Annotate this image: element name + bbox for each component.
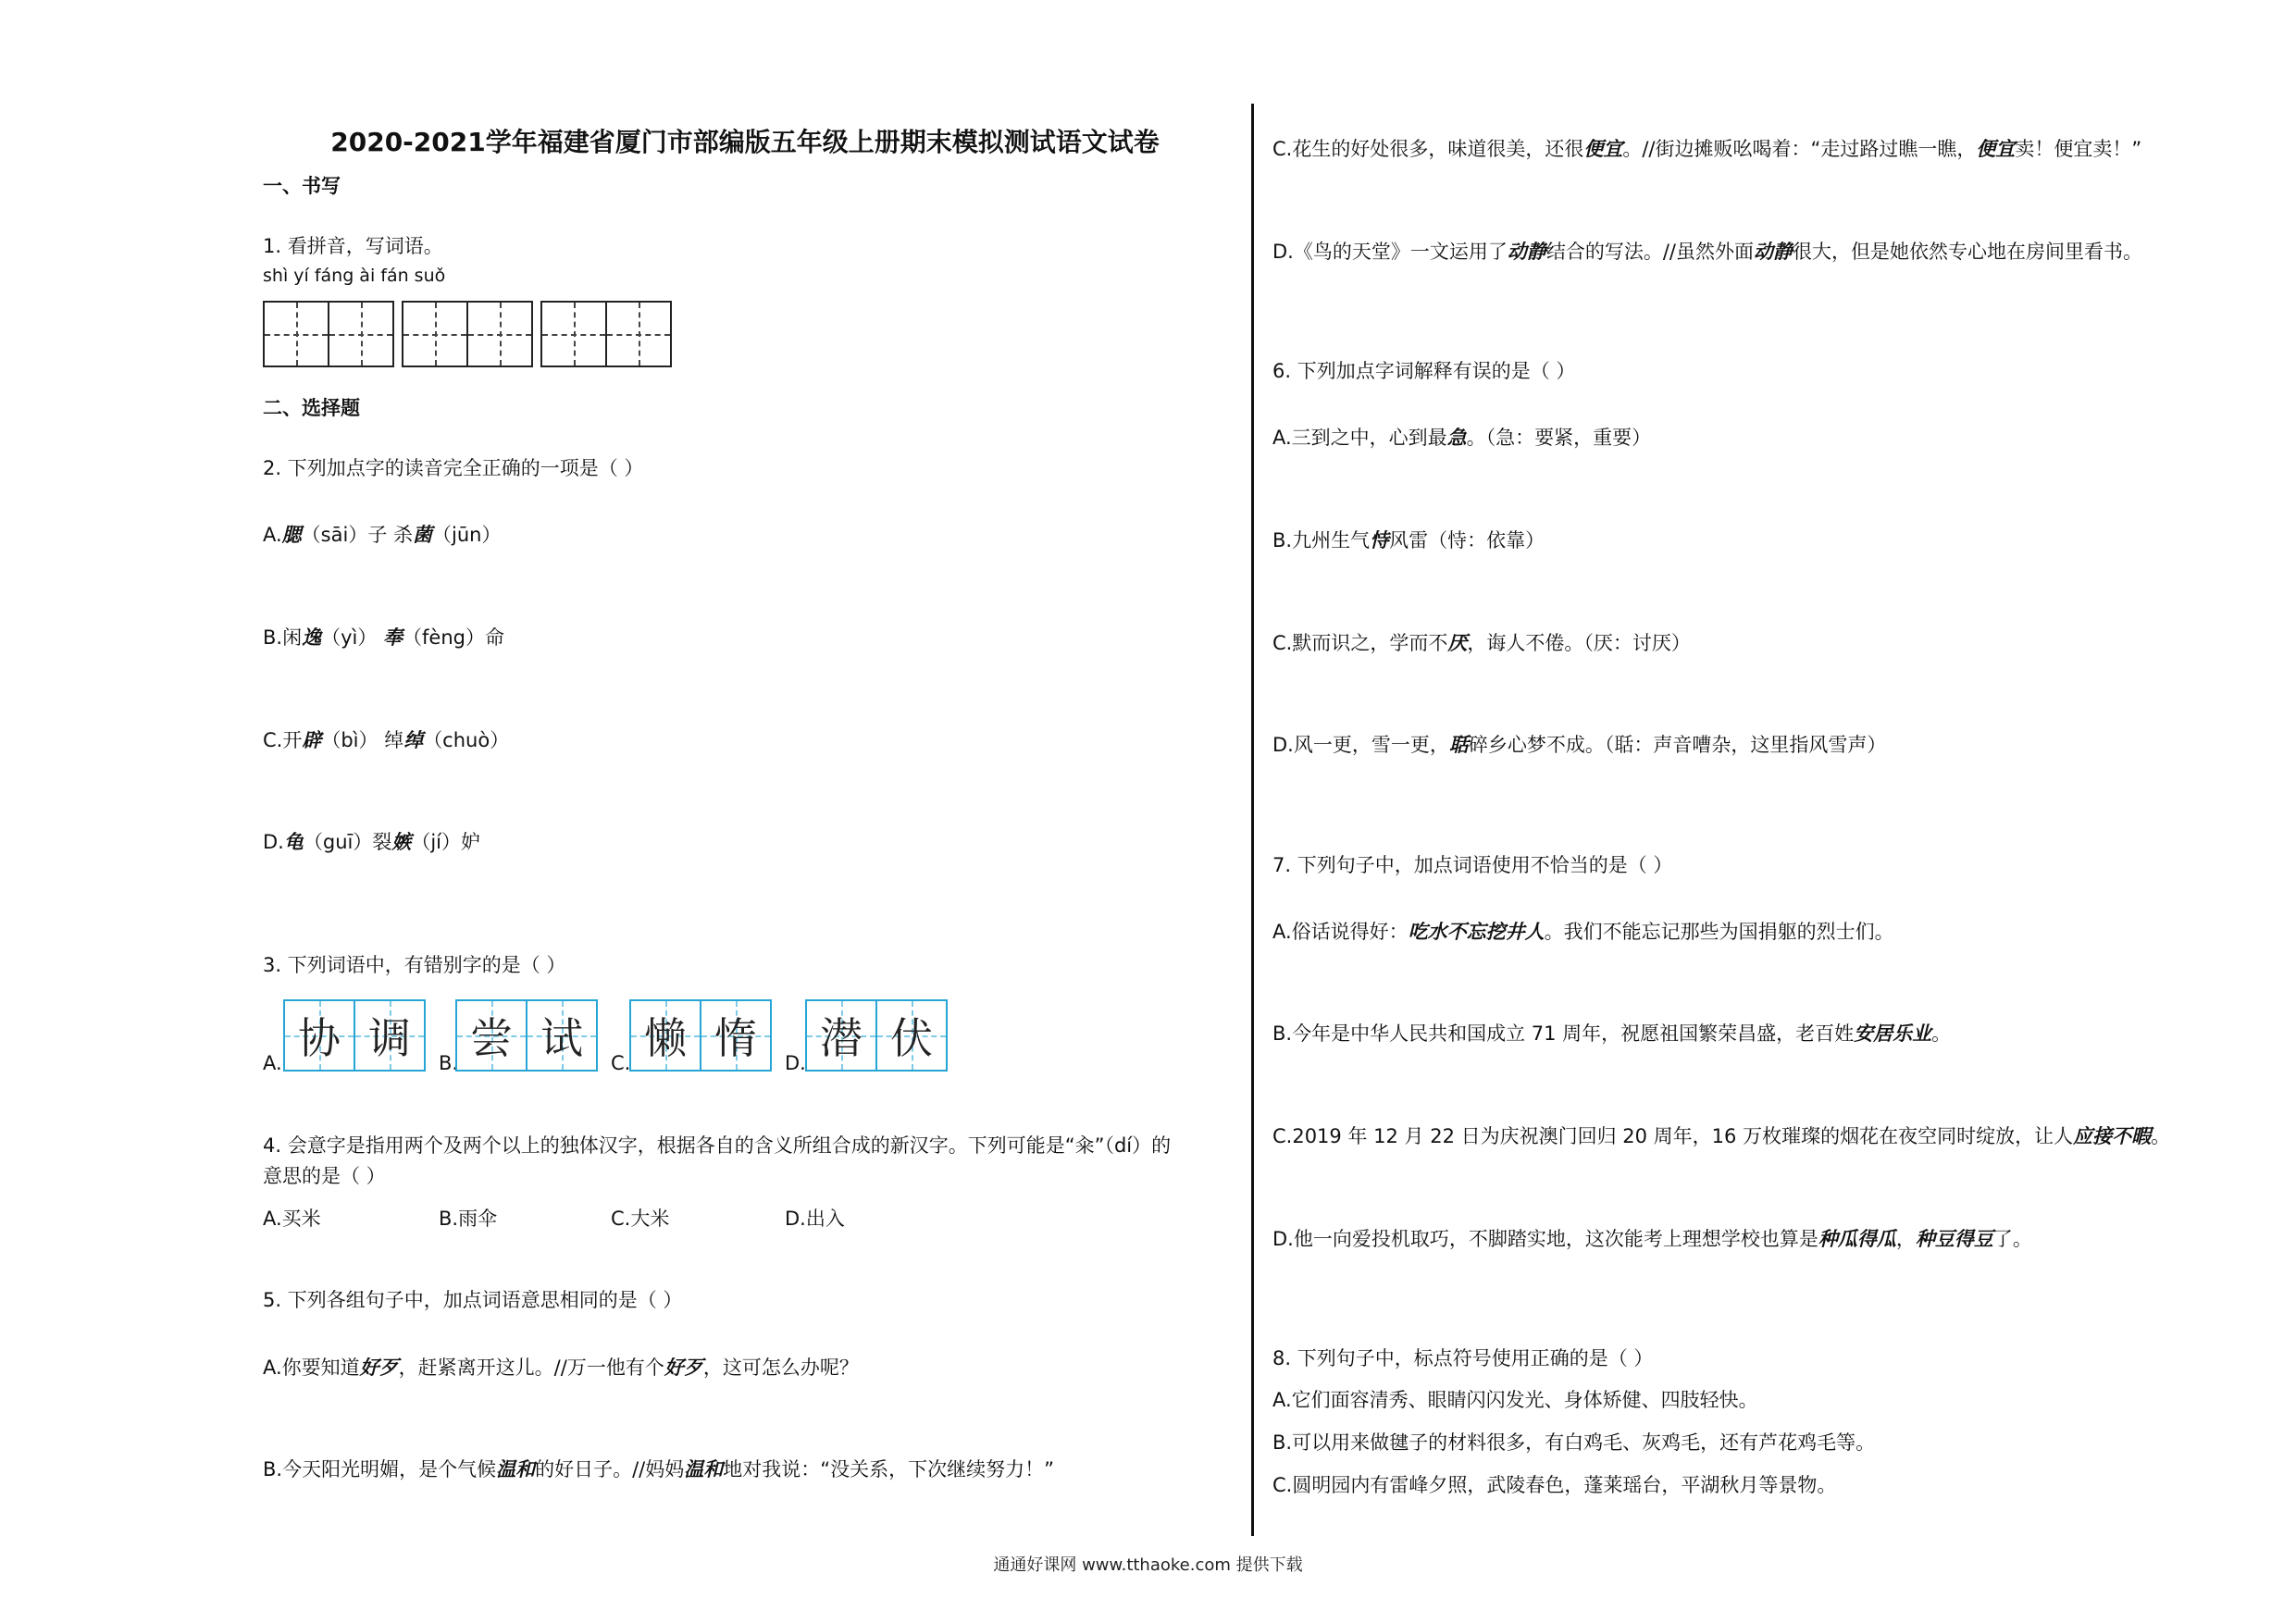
q5-b-dotted-word-1: 温和 bbox=[496, 1457, 536, 1481]
q7-d-dotted-phrase-1: 种瓜得瓜 bbox=[1818, 1227, 1896, 1250]
q6-b-text-1: B.九州生气 bbox=[1272, 529, 1371, 551]
q2-a-dotted-char-2: 菌 bbox=[413, 523, 432, 546]
q2-b-dotted-char-2: 奉 bbox=[383, 626, 403, 649]
q2-b-pinyin-1: （yì） bbox=[321, 626, 384, 649]
grid-cell[interactable] bbox=[402, 301, 468, 367]
q5-c-text-2: 。//街边摊贩吆喝着：“走过路过瞧一瞧， bbox=[1622, 138, 1977, 160]
q3-b-char-1: 尝 bbox=[470, 1013, 513, 1063]
q6-c-text-1: C.默而识之，学而不 bbox=[1272, 632, 1448, 654]
writing-grid-3[interactable] bbox=[540, 301, 670, 367]
q7-option-c[interactable] bbox=[1272, 1124, 2170, 1148]
q7-d-text-3: 了。 bbox=[1992, 1228, 2032, 1250]
q7-b-dotted-phrase: 安居乐业 bbox=[1854, 1022, 1932, 1045]
q3-label-c[interactable]: C. bbox=[611, 1052, 631, 1074]
q5-a-dotted-word-1: 好歹 bbox=[359, 1356, 399, 1379]
q5-option-a[interactable] bbox=[263, 1356, 859, 1380]
q6-option-b[interactable] bbox=[1272, 528, 1545, 552]
q5-a-text-1: A.你要知道 bbox=[263, 1357, 360, 1379]
q8-stem: 8. 下列句子中，标点符号使用正确的是（ ） bbox=[1272, 1347, 1654, 1369]
writing-grid-1[interactable] bbox=[263, 301, 392, 367]
q5-option-c[interactable] bbox=[1272, 137, 2141, 161]
q4-stem-line-2: 意思的是（ ） bbox=[263, 1165, 386, 1187]
q2-d-prefix: D. bbox=[263, 831, 284, 853]
q5-stem: 5. 下列各组句子中，加点词语意思相同的是（ ） bbox=[263, 1289, 683, 1311]
q5-c-text-1: C.花生的好处很多，味道很美，还很 bbox=[1272, 138, 1584, 160]
q3-c-char-2: 惰 bbox=[714, 1013, 757, 1063]
q7-option-a[interactable] bbox=[1272, 920, 1894, 944]
grid-cell[interactable] bbox=[263, 301, 329, 367]
q3-label-d[interactable]: D. bbox=[785, 1052, 806, 1074]
q7-stem: 7. 下列句子中，加点词语使用不恰当的是（ ） bbox=[1272, 854, 1673, 876]
q7-c-dotted-phrase: 应接不暇 bbox=[2073, 1124, 2152, 1147]
q2-a-dotted-char-1: 腮 bbox=[281, 523, 302, 546]
q3-label-b[interactable]: B. bbox=[439, 1052, 459, 1074]
q5-d-dotted-word-1: 动静 bbox=[1507, 240, 1546, 263]
q2-option-a[interactable] bbox=[263, 523, 501, 547]
column-divider bbox=[1251, 104, 1254, 1536]
q6-c-text-2: ，诲人不倦。（厌：讨厌） bbox=[1467, 632, 1691, 654]
q3-word-d[interactable] bbox=[805, 999, 948, 1072]
q1-stem: 1. 看拼音，写词语。 bbox=[263, 235, 443, 257]
q5-option-b[interactable] bbox=[263, 1457, 1054, 1481]
q7-a-dotted-phrase: 吃水不忘挖井人 bbox=[1408, 920, 1545, 943]
q5-b-text-1: B.今天阳光明媚，是个气候 bbox=[263, 1458, 497, 1481]
q5-d-text-3: 很大，但是她依然专心地在房间里看书。 bbox=[1793, 241, 2143, 263]
q2-a-pinyin-2: （jūn） bbox=[432, 524, 502, 546]
q7-b-text-1: B.今年是中华人民共和国成立 71 周年，祝愿祖国繁荣昌盛，老百姓 bbox=[1272, 1022, 1855, 1045]
q7-c-text-1: C.2019 年 12 月 22 日为庆祝澳门回归 20 周年，16 万枚璀璨的烟花在夜空同时绽放，让人 bbox=[1272, 1125, 2074, 1147]
q2-c-pinyin-1: （bì） 绰 bbox=[321, 729, 404, 751]
q7-a-text-1: A.俗话说得好： bbox=[1272, 921, 1409, 943]
grid-cell[interactable] bbox=[540, 301, 607, 367]
q2-d-pinyin-2: （jí）妒 bbox=[411, 831, 481, 853]
q6-d-dotted-char: 聒 bbox=[1448, 733, 1469, 756]
q7-option-d[interactable] bbox=[1272, 1227, 2032, 1251]
q2-b-pinyin-2: （fèng）命 bbox=[403, 626, 504, 649]
q2-d-pinyin-1: （guī）裂 bbox=[303, 831, 392, 853]
q6-a-dotted-char: 急 bbox=[1446, 426, 1467, 449]
q3-a-char-2: 调 bbox=[368, 1013, 411, 1063]
q6-c-dotted-char: 厌 bbox=[1447, 631, 1468, 654]
q2-c-dotted-char-2: 绰 bbox=[403, 728, 424, 751]
q6-d-text-2: 碎乡心梦不成。（聒：声音嘈杂，这里指风雪声） bbox=[1468, 734, 1887, 756]
section-choice-heading: 二、选择题 bbox=[263, 397, 360, 419]
q5-a-dotted-word-2: 好歹 bbox=[664, 1356, 703, 1379]
q2-option-d[interactable] bbox=[263, 830, 480, 854]
q3-d-char-1: 潜 bbox=[820, 1013, 863, 1063]
q1-pinyin: shì yí fáng ài fán suǒ bbox=[263, 266, 446, 286]
q2-a-pinyin-1: （sāi）子 杀 bbox=[301, 524, 413, 546]
q6-option-a[interactable] bbox=[1272, 426, 1651, 450]
q5-d-text-1: D.《鸟的天堂》一文运用了 bbox=[1272, 241, 1508, 263]
q4-stem-line-1: 4. 会意字是指用两个及两个以上的独体汉字，根据各自的含义所组合成的新汉字。下列可能是“籴”（dí）的 bbox=[263, 1134, 1172, 1157]
q7-option-b[interactable] bbox=[1272, 1022, 1951, 1046]
q7-d-text-2: ， bbox=[1895, 1228, 1916, 1250]
q3-word-c[interactable] bbox=[629, 999, 772, 1072]
q4-option-a[interactable]: A.买米 bbox=[263, 1208, 321, 1230]
exam-title: 2020-2021学年福建省厦门市部编版五年级上册期末模拟测试语文试卷 bbox=[330, 127, 1160, 157]
q5-c-dotted-word-2: 便宜 bbox=[1976, 137, 2016, 160]
q3-stem: 3. 下列词语中，有错别字的是（ ） bbox=[263, 954, 566, 976]
q6-b-dotted-char: 恃 bbox=[1370, 528, 1390, 551]
q5-d-dotted-word-2: 动静 bbox=[1754, 240, 1793, 263]
q6-stem: 6. 下列加点字词解释有误的是（ ） bbox=[1272, 360, 1576, 382]
q2-b-prefix: B.闲 bbox=[263, 626, 303, 649]
q2-d-dotted-char-2: 嫉 bbox=[391, 830, 412, 853]
q7-d-dotted-phrase-2: 种豆得豆 bbox=[1915, 1227, 1993, 1250]
q2-option-c[interactable] bbox=[263, 728, 509, 752]
q5-option-d[interactable] bbox=[1272, 240, 2142, 264]
section-writing-heading: 一、书写 bbox=[263, 175, 341, 197]
q3-c-char-1: 懒 bbox=[644, 1013, 687, 1063]
q3-label-a[interactable]: A. bbox=[263, 1052, 282, 1074]
q3-d-char-2: 伏 bbox=[890, 1013, 933, 1063]
q5-d-text-2: 结合的写法。//虽然外面 bbox=[1545, 241, 1755, 263]
q8-option-b[interactable]: B.可以用来做毽子的材料很多，有白鸡毛、灰鸡毛，还有芦花鸡毛等。 bbox=[1272, 1431, 1876, 1454]
grid-cell[interactable] bbox=[466, 301, 533, 367]
q4-option-d[interactable]: D.出入 bbox=[785, 1208, 845, 1230]
q8-option-c[interactable]: C.圆明园内有雷峰夕照，武陵春色，蓬莱瑶台，平湖秋月等景物。 bbox=[1272, 1474, 1837, 1496]
q3-a-char-1: 协 bbox=[298, 1013, 341, 1063]
q2-c-pinyin-2: （chuò） bbox=[423, 729, 510, 751]
q5-b-text-2: 的好日子。//妈妈 bbox=[535, 1458, 685, 1481]
q6-d-text-1: D.风一更，雪一更， bbox=[1272, 734, 1449, 756]
q5-a-text-3: ，这可怎么办呢？ bbox=[702, 1357, 859, 1379]
q5-c-dotted-word-1: 便宜 bbox=[1583, 137, 1623, 160]
q2-c-dotted-char-1: 辟 bbox=[302, 728, 322, 751]
q5-b-dotted-word-2: 温和 bbox=[684, 1457, 724, 1481]
q5-c-text-3: 卖！便宜卖！” bbox=[2015, 138, 2142, 160]
q2-c-prefix: C.开 bbox=[263, 729, 303, 751]
footer-credit: 通通好课网 www.tthaoke.com 提供下载 bbox=[993, 1555, 1303, 1575]
q6-option-d[interactable] bbox=[1272, 733, 1886, 757]
grid-cell[interactable] bbox=[328, 301, 394, 367]
q6-a-text-2: 。（急：要紧，重要） bbox=[1466, 427, 1652, 449]
q5-b-text-3: 地对我说：“没关系，下次继续努力！” bbox=[723, 1458, 1055, 1481]
q3-b-char-2: 试 bbox=[540, 1013, 583, 1063]
q4-option-b[interactable]: B.雨伞 bbox=[439, 1208, 498, 1230]
q6-option-c[interactable] bbox=[1272, 631, 1691, 655]
q5-a-text-2: ，赶紧离开这儿。//万一他有个 bbox=[398, 1357, 664, 1379]
q7-a-text-2: 。我们不能忘记那些为国捐躯的烈士们。 bbox=[1544, 921, 1894, 943]
writing-grid-2[interactable] bbox=[402, 301, 531, 367]
grid-cell[interactable] bbox=[605, 301, 672, 367]
q6-b-text-2: 风雷（恃：依靠） bbox=[1389, 529, 1545, 551]
q2-stem: 2. 下列加点字的读音完全正确的一项是（ ） bbox=[263, 457, 644, 479]
q2-d-dotted-char-1: 龟 bbox=[283, 830, 304, 853]
q6-a-text-1: A.三到之中，心到最 bbox=[1272, 427, 1447, 449]
q4-option-c[interactable]: C.大米 bbox=[611, 1208, 670, 1230]
q2-a-prefix: A. bbox=[263, 524, 282, 546]
q3-word-b[interactable] bbox=[455, 999, 598, 1072]
q3-word-a[interactable] bbox=[283, 999, 426, 1072]
q7-b-text-2: 。 bbox=[1931, 1022, 1952, 1045]
q8-option-a[interactable]: A.它们面容清秀、眼睛闪闪发光、身体矫健、四肢轻快。 bbox=[1272, 1389, 1758, 1411]
q7-c-text-2: 。 bbox=[2151, 1125, 2171, 1147]
q7-d-text-1: D.他一向爱投机取巧，不脚踏实地，这次能考上理想学校也算是 bbox=[1272, 1228, 1818, 1250]
q2-option-b[interactable] bbox=[263, 626, 504, 650]
q2-b-dotted-char-1: 逸 bbox=[302, 626, 322, 649]
